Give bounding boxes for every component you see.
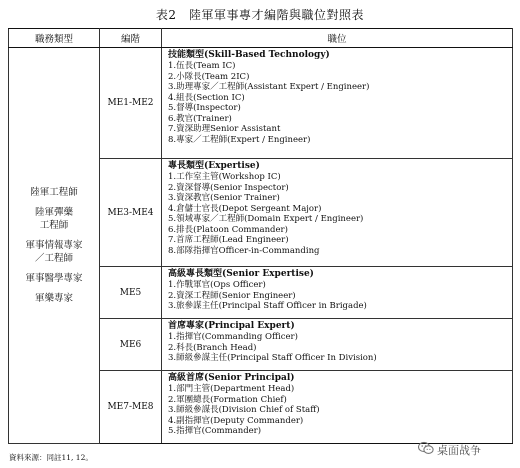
- position-item: 3.資深教官(Senior Trainer): [168, 193, 280, 203]
- category-line: ／工程師: [34, 253, 73, 264]
- category-line: 陸軍彈藥: [34, 207, 73, 218]
- position-item: 2.科長(Branch Head): [168, 342, 257, 353]
- category-line: 軍事情報專家: [25, 240, 83, 251]
- position-item: 3.師級參謀長(Division Chief of Staff): [168, 405, 320, 415]
- grade-cell: ME6: [100, 319, 162, 371]
- position-item: 2.軍團總長(Formation Chief): [168, 394, 287, 405]
- position-item: 4.副指揮官(Deputy Commander): [168, 415, 304, 426]
- position-item: 8.部隊指揮官Officer-in-Commanding: [168, 245, 320, 256]
- position-item: 4.倉儲士官長(Depot Sergeant Major): [168, 203, 322, 214]
- category-line: 軍樂專家: [34, 293, 73, 304]
- header-position: 職位: [162, 29, 513, 48]
- category-cell: [9, 48, 100, 444]
- grade-cell: ME1-ME2: [100, 48, 162, 159]
- position-item: 8.專家／工程師(Expert / Engineer): [168, 134, 311, 145]
- position-cell: [162, 159, 513, 267]
- position-cell: [162, 48, 513, 159]
- position-type: 高級專長類型(Senior Expertise): [168, 269, 314, 279]
- grade-cell: ME7-ME8: [100, 371, 162, 444]
- category-line: 陸軍工程師: [30, 187, 78, 198]
- position-type: 專長類型(Expertise): [168, 161, 260, 171]
- header-row: [9, 29, 513, 48]
- grade-cell: ME5: [100, 267, 162, 319]
- watermark: [418, 441, 481, 458]
- header-grade: 編階: [100, 29, 162, 48]
- position-item: 3.旅參謀主任(Principal Staff Officer in Brigade): [168, 301, 367, 311]
- position-type: 首席專家(Principal Expert): [168, 321, 295, 331]
- grade-position-table: [8, 28, 513, 444]
- table-row: [9, 48, 513, 159]
- position-item: 3.助理專家／工程師(Assistant Expert / Engineer): [168, 82, 370, 92]
- position-item: 2.小隊長(Team 2IC): [168, 71, 250, 82]
- position-item: 4.組長(Section IC): [168, 92, 245, 103]
- position-item: 5.領域專家／工程師(Domain Expert / Engineer): [168, 214, 364, 224]
- position-type: 技能類型(Skill-Based Technology): [168, 50, 330, 60]
- position-item: 1.指揮官(Commanding Officer): [168, 332, 298, 342]
- position-cell: [162, 371, 513, 444]
- position-item: 7.資深助理Senior Assistant: [168, 124, 281, 134]
- position-item: 7.首席工程師(Lead Engineer): [168, 235, 289, 245]
- position-cell: [162, 319, 513, 371]
- position-type: 高級首席(Senior Principal): [168, 373, 295, 383]
- table-title: 表2 陸軍軍事專才編階與職位對照表: [155, 8, 365, 22]
- position-item: 1.作戰軍官(Ops Officer): [168, 280, 266, 290]
- grade-cell: ME3-ME4: [100, 159, 162, 267]
- position-item: 1.伍長(Team IC): [168, 61, 236, 71]
- position-item: 5.指揮官(Commander): [168, 426, 262, 436]
- position-item: 3.師級參謀主任(Principal Staff Officer In Division): [168, 353, 377, 363]
- watermark-text: 桌面战争: [437, 443, 481, 457]
- category-line: 軍事醫學專家: [25, 273, 83, 284]
- position-item: 1.部門主管(Department Head): [168, 384, 295, 394]
- position-item: 5.督導(Inspector): [168, 103, 241, 113]
- position-item: 6.排長(Platoon Commander): [168, 224, 288, 235]
- position-item: 2.資深督導(Senior Inspector): [168, 182, 289, 193]
- position-item: 1.工作室主管(Workshop IC): [168, 172, 281, 182]
- header-category: 職務類型: [9, 29, 100, 48]
- category-line: 工程師: [39, 220, 69, 231]
- position-item: 6.教官(Trainer): [168, 113, 232, 124]
- position-cell: [162, 267, 513, 319]
- position-item: 2.資深工程師(Senior Engineer): [168, 290, 296, 301]
- source-note: 資料來源：同註11, 12。: [9, 453, 93, 462]
- wechat-icon: [418, 441, 434, 458]
